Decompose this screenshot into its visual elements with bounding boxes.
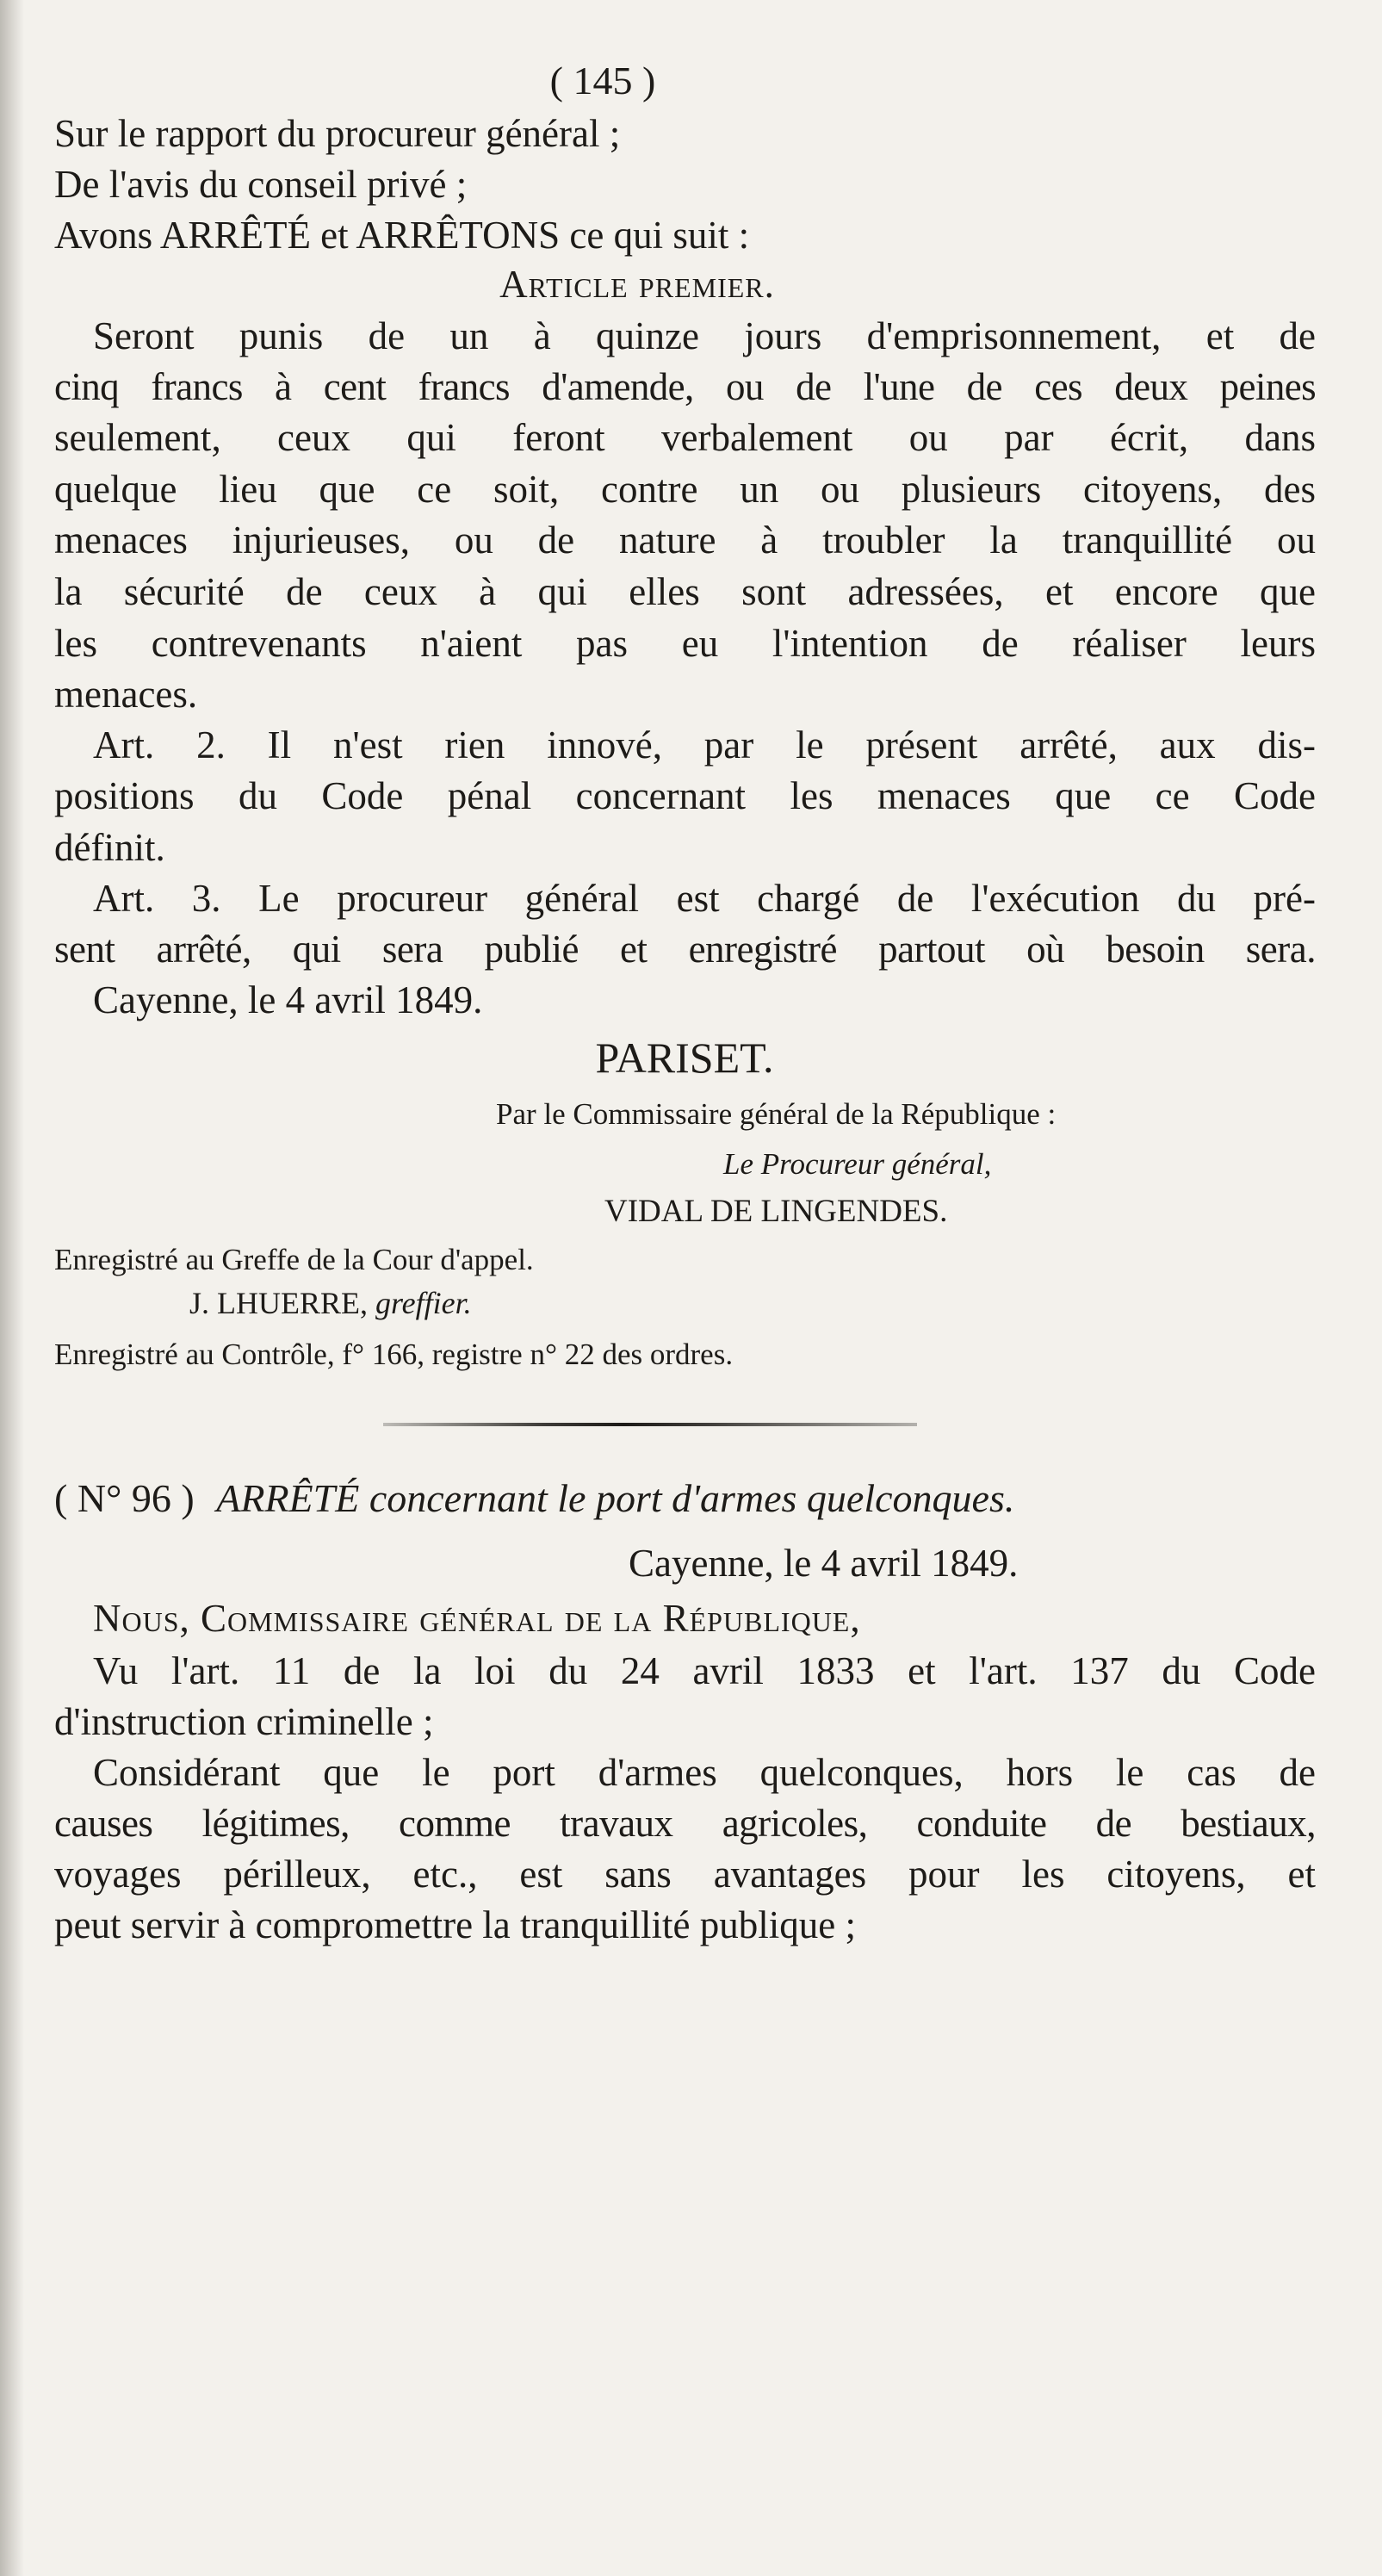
article1-line: la sécurité de ceux à qui elles sont adressées, et encore que <box>54 570 1316 613</box>
article2-line: positions du Code pénal concernant les menaces que ce Code <box>54 774 1316 817</box>
article1-line: quelque lieu que ce soit, contre un ou plusieurs citoyens, des <box>54 468 1316 511</box>
page-spine-shadow <box>0 0 24 2576</box>
decree2-line: peut servir à compromettre la tranquillité publique ; <box>54 1903 856 1946</box>
decree2-date: Cayenne, le 4 avril 1849. <box>629 1542 1019 1585</box>
registration-controle: Enregistré au Contrôle, f° 166, registre n° 22 des ordres. <box>54 1338 734 1371</box>
registration-greffe: Enregistré au Greffe de la Cour d'appel. <box>54 1243 534 1276</box>
registrar-name <box>189 1285 472 1322</box>
registrar-title: greffier. <box>375 1286 472 1320</box>
decree2-issuer: Nous, Commissaire général de la République, <box>93 1597 861 1640</box>
article1-line: menaces injurieuses, ou de nature à troubler la tranquillité ou <box>54 518 1316 562</box>
registrar-name-text: J. LHUERRE, <box>189 1286 368 1320</box>
article1-line: menaces. <box>54 673 198 716</box>
section-divider <box>383 1423 917 1426</box>
article3-line: sent arrêté, qui sera publié et enregistré partout où besoin sera. <box>54 928 1316 971</box>
decree-date: Cayenne, le 4 avril 1849. <box>93 978 483 1021</box>
countersign-title: Le Procureur général, <box>723 1147 992 1181</box>
decree2-line: voyages périlleux, etc., est sans avantages pour les citoyens, et <box>54 1853 1316 1896</box>
preamble-line: Sur le rapport du procureur général ; <box>54 112 621 155</box>
article1-line: Seront punis de un à quinze jours d'emprisonnement, et de <box>93 314 1316 357</box>
signature: PARISET. <box>595 1034 774 1082</box>
countersign-name: VIDAL DE LINGENDES. <box>604 1194 948 1229</box>
decree-title: ARRÊTÉ concernant le port d'armes quelconques. <box>216 1476 1015 1520</box>
decree2-line: Vu l'art. 11 de la loi du 24 avril 1833 et l'art. 137 du Code <box>93 1649 1316 1692</box>
decree2-line: d'instruction criminelle ; <box>54 1700 434 1743</box>
preamble-line: De l'avis du conseil privé ; <box>54 163 468 206</box>
article2-line: définit. <box>54 826 165 869</box>
decree2-line: causes légitimes, comme travaux agricoles, conduite de bestiaux, <box>54 1802 1316 1845</box>
article1-line: les contrevenants n'aient pas eu l'intention de réaliser leurs <box>54 622 1316 665</box>
decree2-line: Considérant que le port d'armes quelconques, hors le cas de <box>93 1751 1316 1794</box>
preamble-line: Avons ARRÊTÉ et ARRÊTONS ce qui suit : <box>54 214 750 257</box>
article3-line: Art. 3. Le procureur général est chargé de l'exécution du pré- <box>93 877 1316 920</box>
page-number: ( 145 ) <box>549 59 656 102</box>
countersign-intro: Par le Commissaire général de la République : <box>496 1097 1057 1131</box>
decree-number: ( N° 96 ) <box>54 1476 195 1520</box>
article1-line: seulement, ceux qui feront verbalement ou par écrit, dans <box>54 416 1316 459</box>
article-heading: Article premier. <box>499 263 775 306</box>
decree-heading <box>54 1474 1014 1522</box>
article2-line: Art. 2. Il n'est rien innové, par le présent arrêté, aux dis- <box>93 723 1316 767</box>
article1-line: cinq francs à cent francs d'amende, ou de l'une de ces deux peines <box>54 365 1316 408</box>
